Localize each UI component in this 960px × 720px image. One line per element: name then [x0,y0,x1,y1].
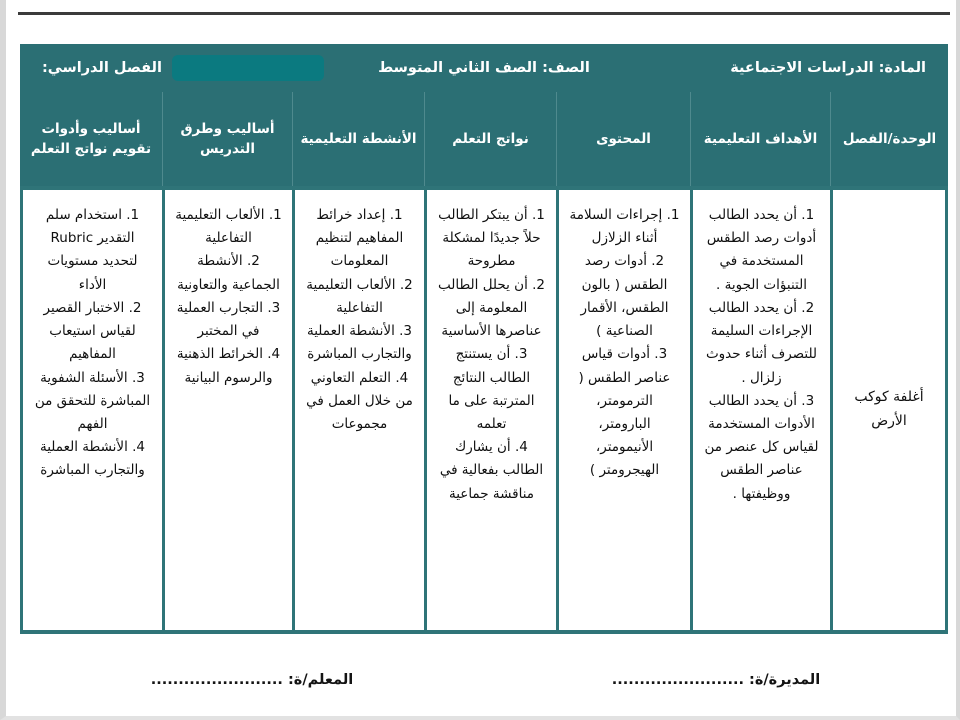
list-item: 2. الألعاب التعليمية التفاعلية [306,276,413,316]
term-value-redaction-box [172,55,324,81]
column-header-methods: أساليب وطرق التدريس [162,92,292,186]
list-item: 2. أن يحلل الطالب المعلومة إلى عناصرها الأساسية [437,276,545,340]
top-rule-divider [18,12,950,15]
list-item: 3. الأسئلة الشفوية المباشرة للتحقق من الفهم [34,369,151,432]
column-header-unit: الوحدة/الفصل [830,92,948,186]
banner-grade: الصف: الصف الثاني المتوسط [378,60,590,76]
list-item: 3. الأنشطة العملية والتجارب المباشرة [307,323,412,363]
teacher-signature-line: المعلم/ة: ........................ [150,672,354,688]
list-item: 1. أن يحدد الطالب أدوات رصد الطقس المستخدمة في التنبؤات الجوية . [706,207,817,293]
cell-activities [292,190,424,630]
list-item: 4. الخرائط الذهنية والرسوم البيانية [176,346,281,386]
column-header-content: المحتوى [556,92,690,186]
table-row [20,186,948,634]
signature-footer [20,672,948,688]
unit-title: أغلفة كوكب الأرض [854,389,924,429]
banner-term-label: الفصل الدراسي: [42,60,162,76]
list-item: 4. أن يشارك الطالب بفعالية في مناقشة جماعية [439,439,544,502]
list-item: 3. أن يحدد الطالب الأدوات المستخدمة لقياس كل عنصر من عناصر الطقس ووظيفتها . [704,392,819,502]
lesson-plan-table [20,44,948,634]
column-header-activities: الأنشطة التعليمية [292,92,424,186]
cell-outcomes [424,190,556,630]
column-header-assessment: أساليب وأدوات تقويم نواتج التعلم [30,120,152,157]
table-banner [20,44,948,92]
list-item: 4. الأنشطة العملية والتجارب المباشرة [40,439,145,479]
list-item: 1. الألعاب التعليمية التفاعلية [175,207,282,247]
list-item: 3. التجارب العملية في المختبر [176,299,281,340]
table-column-headers [20,92,948,186]
cell-content [556,190,690,630]
cell-methods [162,190,292,630]
list-item: 2. الاختبار القصير لقياس استيعاب المفاهيم [43,299,142,363]
list-item: 2. الأنشطة الجماعية والتعاونية [177,253,280,293]
list-item: 1. استخدام سلم التقدير Rubric لتحديد مستويات الأداء [45,207,140,293]
list-item: 3. أن يستنتج الطالب النتائج المترتبة على ما تعلمه [448,346,535,432]
cell-assessment [20,190,162,630]
cell-unit [830,190,948,630]
column-header-outcomes: نواتج التعلم [424,92,556,186]
list-item: 2. أن يحدد الطالب الإجراءات السليمة للتصرف أثناء حدوث زلزال . [705,299,818,386]
list-item: 3. أدوات قياس عناصر الطقس ( الترمومتر، البارومتر، الأنيمومتر، الهيجرومتر ) [578,346,671,479]
banner-term [42,55,334,81]
list-item: 1. إعداد خرائط المفاهيم لتنظيم المعلومات [315,207,404,270]
principal-signature-line: المديرة/ة: ........................ [611,672,821,688]
list-item: 1. إجراءات السلامة أثناء الزلازل [569,207,680,247]
cell-objectives [690,190,830,630]
list-item: 2. أدوات رصد الطقس ( بالون الطقس، الأقمار الصناعية ) [580,253,669,340]
banner-subject: المادة: الدراسات الاجتماعية [730,60,926,76]
list-item: 1. أن يبتكر الطالب حلاً جديدًا لمشكلة مطروحة [438,207,545,270]
column-header-objectives: الأهداف التعليمية [690,92,830,186]
list-item: 4. التعلم التعاوني من خلال العمل في مجموعات [306,369,413,432]
